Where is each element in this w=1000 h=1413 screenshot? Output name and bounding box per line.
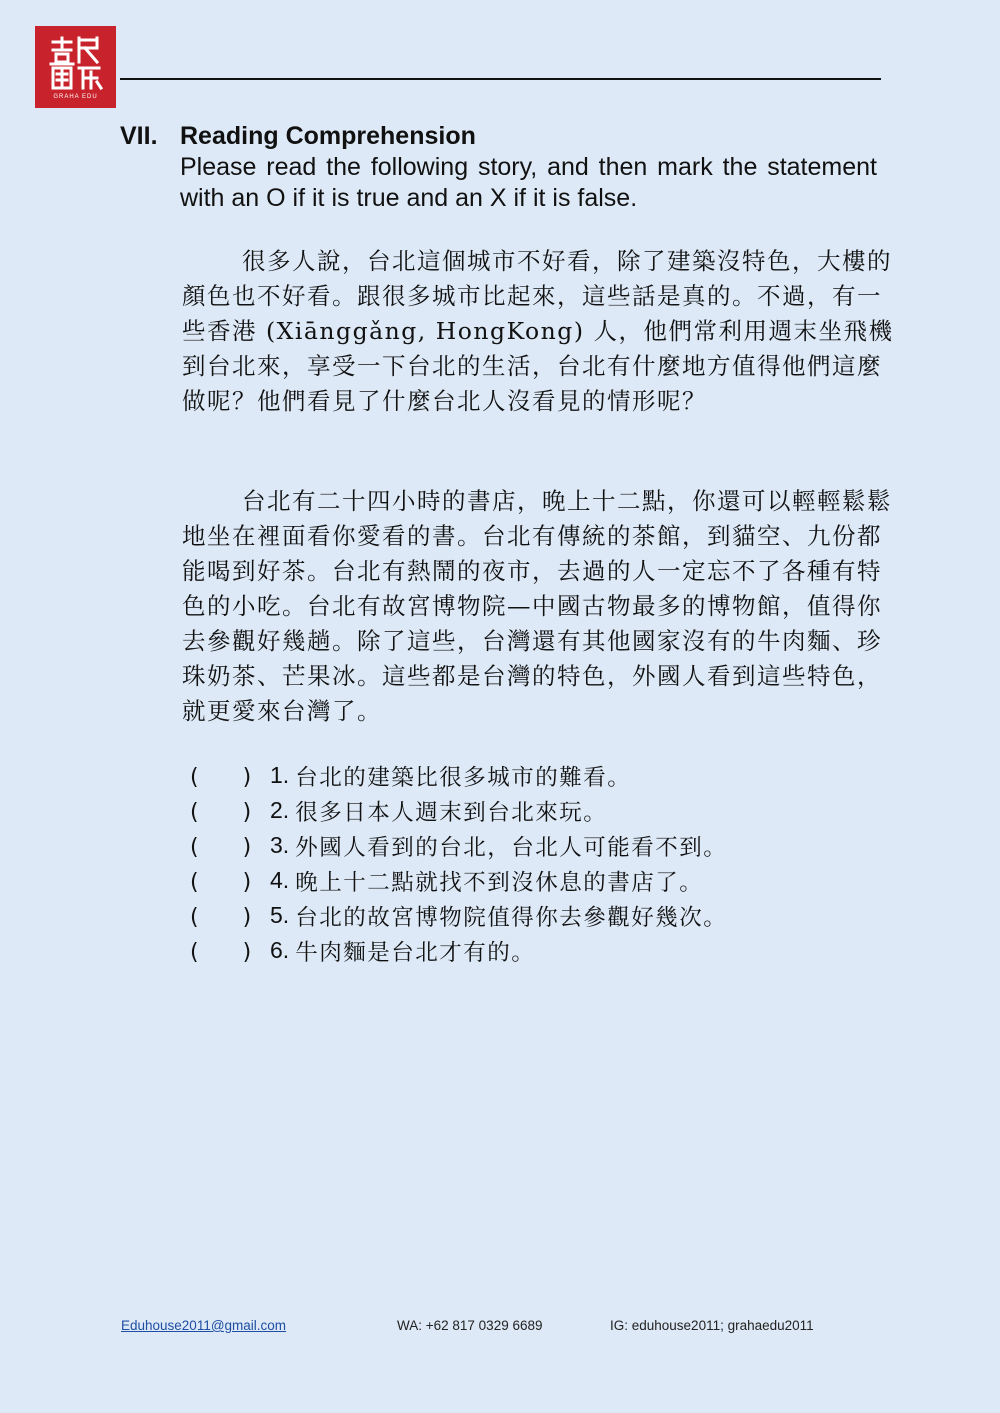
question-item-1 [190,758,727,793]
answer-blank[interactable]: ( ) [190,835,252,860]
answer-blank[interactable]: ( ) [190,905,252,930]
header-divider [120,78,881,80]
question-number: 4. [270,867,290,893]
answer-blank[interactable]: ( ) [190,870,252,895]
graha-edu-logo [35,26,116,108]
question-text: 台北的故宮博物院值得你去參觀好幾次。 [295,904,728,931]
question-item-5 [190,898,727,933]
footer-email-link[interactable]: Eduhouse2011@gmail.com [121,1318,287,1333]
footer-instagram: IG: eduhouse2011; grahaedu2011 [610,1318,814,1333]
seal-glyph-icon [47,34,105,92]
section-number: VII. [120,122,158,150]
question-item-4 [190,863,727,898]
question-list [190,758,727,968]
question-item-6 [190,933,727,968]
question-text: 外國人看到的台北，台北人可能看不到。 [295,834,728,861]
question-number: 2. [270,797,290,823]
question-text: 晚上十二點就找不到沒休息的書店了。 [295,869,704,896]
footer-whatsapp: WA: +62 817 0329 6689 [397,1318,543,1333]
question-number: 5. [270,902,290,928]
question-text: 台北的建築比很多城市的難看。 [295,764,632,791]
question-text: 牛肉麵是台北才有的。 [295,939,536,966]
answer-blank[interactable]: ( ) [190,765,252,790]
section-title: Reading Comprehension [180,122,476,150]
answer-blank[interactable]: ( ) [190,800,252,825]
question-text: 很多日本人週末到台北來玩。 [295,799,608,826]
answer-blank[interactable]: ( ) [190,940,252,965]
story-paragraph-1: 很多人說，台北這個城市不好看，除了建築沒特色，大樓的顏色也不好看。跟很多城市比起來，這些話是真的。不過，有一些香港 (Xiānggǎng, HongKong) 人，他們常利用週末坐飛機到台北來，享受一下台北的生活，台北有什麼地方值得他們這麼做呢？他們看見了什麼台北人沒看見的情形呢？ [182,247,894,415]
question-number: 3. [270,832,290,858]
story-paragraph-2: 台北有二十四小時的書店，晚上十二點，你還可以輕輕鬆鬆地坐在裡面看你愛看的書。台北有傳統的茶館，到貓空、九份都能喝到好茶。台北有熱鬧的夜市，去過的人一定忘不了各種有特色的小吃。台北有故宮博物院—中國古物最多的博物館，值得你去參觀好幾趟。除了這些，台灣還有其他國家沒有的牛肉麵、珍珠奶茶、芒果冰。這些都是台灣的特色，外國人看到這些特色，就更愛來台灣了。 [182,487,892,725]
logo-caption: GRAHA EDU [53,94,98,100]
question-item-3 [190,828,727,863]
question-number: 1. [270,762,290,788]
instructions-text: Please read the following story, and then mark the statement with an O if it is true and an X if it is false. [180,153,877,212]
question-item-2 [190,793,727,828]
question-number: 6. [270,937,290,963]
